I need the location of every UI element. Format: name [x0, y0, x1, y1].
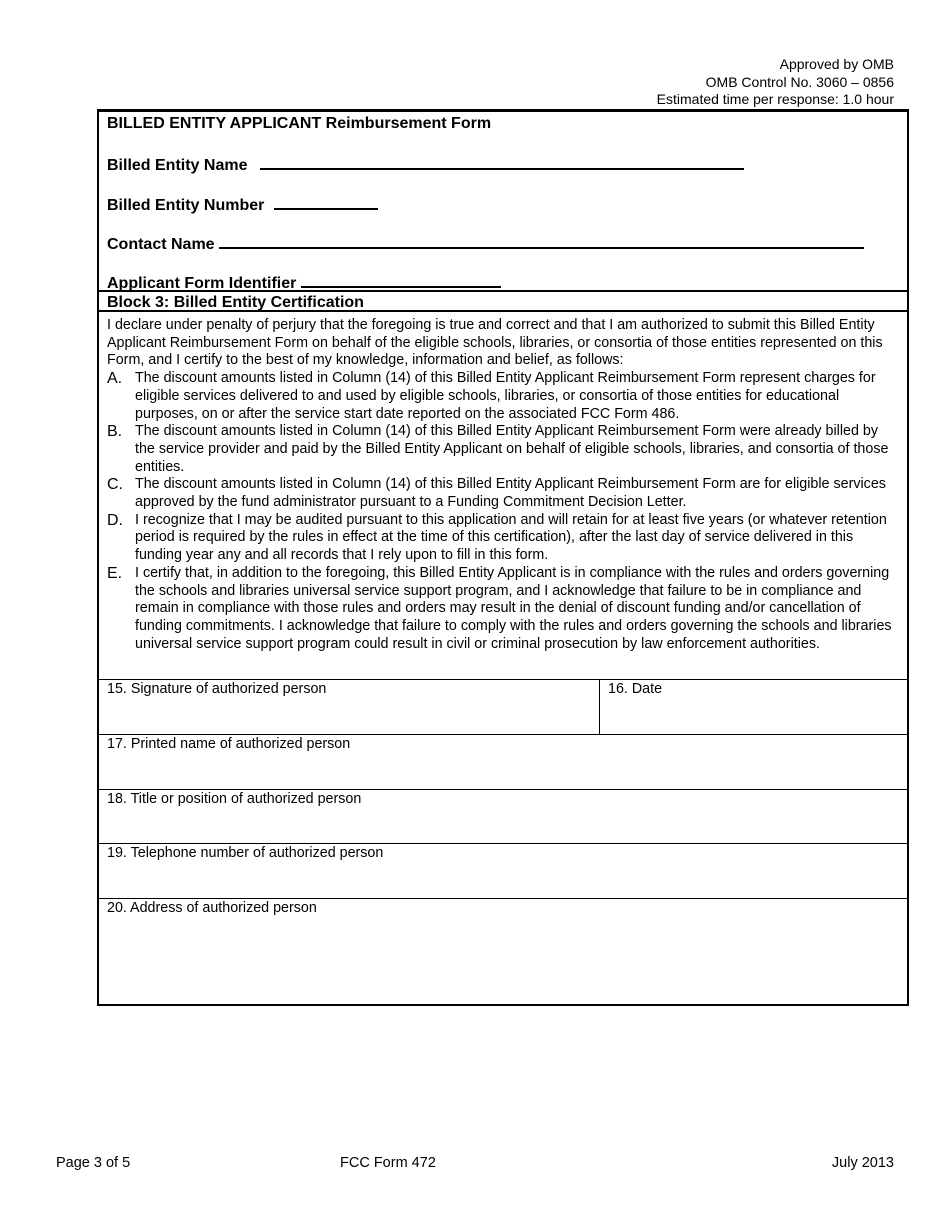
certification-item-a	[107, 370, 901, 423]
title-label: 18. Title or position of authorized person	[107, 791, 362, 807]
footer-date: July 2013	[831, 1155, 894, 1171]
certification-item-c	[107, 476, 901, 511]
reimbursement-form	[97, 109, 909, 1006]
applicant-form-identifier-label: Applicant Form Identifier	[107, 275, 297, 292]
certification-item-d	[107, 512, 901, 565]
omb-approval-block	[494, 56, 894, 109]
contact-name-label: Contact Name	[107, 236, 215, 253]
item-label: C.	[107, 476, 123, 494]
address-field[interactable]	[99, 898, 907, 1004]
title-field[interactable]	[99, 789, 907, 843]
signature-date-row	[99, 679, 907, 734]
signature-field[interactable]	[99, 680, 599, 734]
applicant-form-identifier-blank[interactable]	[301, 272, 501, 288]
billed-entity-number-label: Billed Entity Number	[107, 197, 265, 214]
billed-entity-name-line	[107, 154, 744, 175]
printed-name-field[interactable]	[99, 734, 907, 789]
footer-page-number: Page 3 of 5	[56, 1155, 131, 1171]
certification-intro: I declare under penalty of perjury that the foregoing is true and correct and that I am authorized to submit this Billed Entity Applicant Reimbursement Form on behalf of the eligible schools, libraries, or consortia of those entities represented on this Form, and I certify to the best of my knowledge, information and belief, as follows:	[107, 317, 883, 369]
item-label: B.	[107, 423, 123, 441]
telephone-label: 19. Telephone number of authorized person	[107, 845, 384, 861]
contact-name-line	[107, 233, 864, 254]
billed-entity-name-label: Billed Entity Name	[107, 157, 248, 174]
item-text: The discount amounts listed in Column (14) of this Billed Entity Applicant Reimbursement Form represent charges for eligible services delivered to and used by eligible schools, libraries, or consortia of those entities for educational purposes, on or after the service start date reported on the associated FCC Form 486.	[135, 370, 876, 422]
billed-entity-number-line	[107, 194, 378, 215]
omb-control-number: OMB Control No. 3060 – 0856	[705, 73, 894, 90]
certification-item-b	[107, 423, 901, 476]
date-label: 16. Date	[608, 681, 663, 697]
item-label: A.	[107, 370, 123, 388]
item-text: The discount amounts listed in Column (14) of this Billed Entity Applicant Reimbursement Form were already billed by the service provider and paid by the Billed Entity Applicant on behalf of eligible schools, libraries, and consortia of those entities.	[135, 423, 889, 475]
certification-item-e	[107, 565, 901, 654]
telephone-field[interactable]	[99, 843, 907, 898]
date-field[interactable]	[599, 680, 907, 734]
contact-name-blank[interactable]	[219, 233, 864, 249]
omb-approved-text: Approved by OMB	[779, 56, 894, 72]
footer-form-name: FCC Form 472	[340, 1155, 436, 1171]
block3-title: Block 3: Billed Entity Certification	[99, 290, 907, 312]
item-label: E.	[107, 564, 123, 582]
billed-entity-name-blank[interactable]	[260, 154, 744, 170]
item-text: I recognize that I may be audited pursuant to this application and will retain for at least five years (or whatever retention period is required by the rules in effect at the time of this certification), after the last day of service delivered in this funding year any and all records that I rely upon to fill in this form.	[135, 511, 887, 564]
item-label: D.	[107, 511, 123, 529]
form-header	[99, 112, 907, 292]
printed-name-label: 17. Printed name of authorized person	[107, 736, 351, 752]
omb-estimated-time: Estimated time per response: 1.0 hour	[656, 91, 894, 107]
item-text: The discount amounts listed in Column (14) of this Billed Entity Applicant Reimbursement Form are for eligible services approved by the fund administrator pursuant to a Funding Commitment Decision Letter.	[135, 476, 886, 511]
item-text: I certify that, in addition to the foregoing, this Billed Entity Applicant is in compliance with the rules and orders governing the schools and libraries universal service support program, and I acknowledge that failure to be in compliance and remain in compliance with those rules and orders may result in the denial of discount funding and/or cancellation of funding commitments. I acknowledge that failure to comply with the rules and orders governing the schools and libraries universal service support program could result in civil or criminal prosecution by law enforcement authorities.	[135, 564, 892, 652]
form-title: BILLED ENTITY APPLICANT Reimbursement Form	[107, 115, 492, 132]
certification-text	[107, 317, 901, 653]
billed-entity-number-blank[interactable]	[274, 194, 378, 210]
signature-label: 15. Signature of authorized person	[107, 681, 327, 697]
address-label: 20. Address of authorized person	[107, 900, 317, 916]
